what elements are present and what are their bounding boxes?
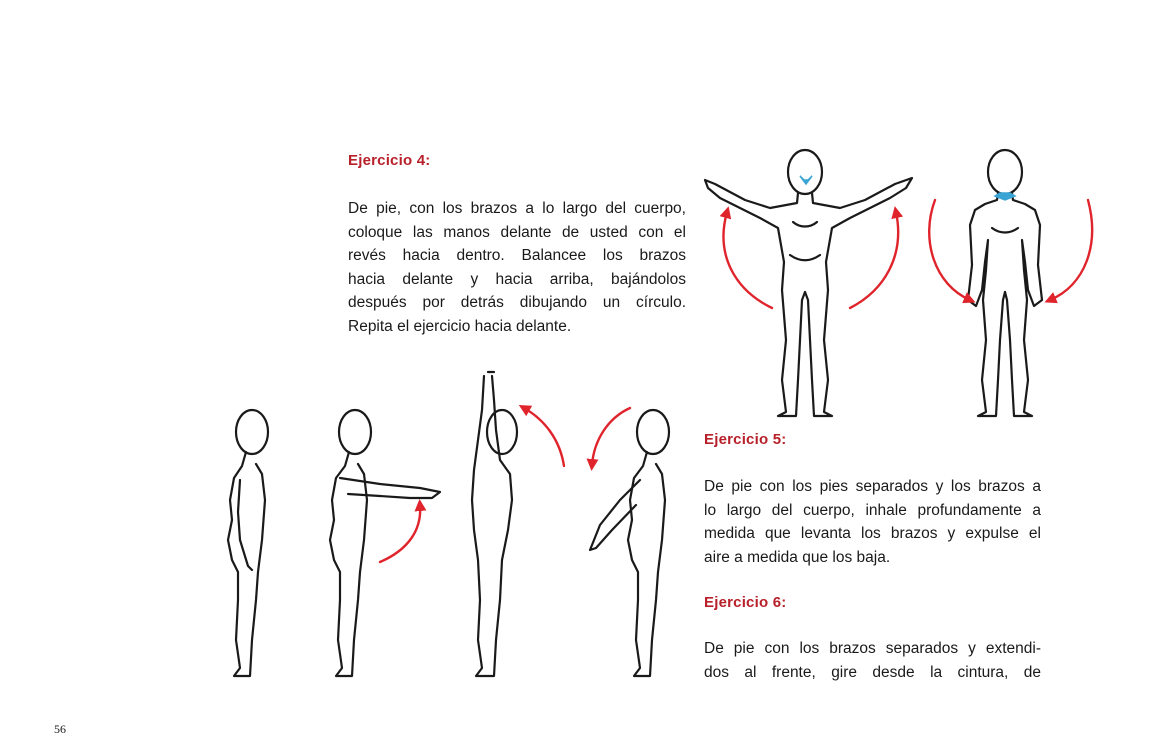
exercise-4-heading: Ejercicio 4: (348, 152, 431, 169)
page-number: 56 (54, 722, 66, 736)
text-line: después por detrás dibujando un círculo. (348, 294, 686, 312)
arrow-down-right-icon (1050, 200, 1092, 300)
arrow-up-right-icon (850, 212, 898, 308)
text-line: De pie con los brazos separados y extendi- (704, 640, 1041, 657)
text-line: medida que levanta los brazos y expulse el (704, 525, 1041, 543)
text-line: De pie con los pies separados y los brazos a (704, 478, 1041, 495)
figure-side-arms-up (472, 372, 517, 676)
exercise-5-description (704, 475, 1041, 569)
neck-highlight-icon (800, 176, 812, 184)
arrow-curve-up-icon (380, 505, 420, 562)
figure-arms-down-front (968, 150, 1042, 416)
text-line: lo largo del cuerpo, inhale profundamente a (704, 501, 1041, 519)
figure-side-arms-forward (330, 410, 440, 676)
arrow-down-left-icon (929, 200, 970, 300)
exercise-6-heading: Ejercicio 6: (704, 594, 787, 611)
exercise-4-description (348, 197, 686, 339)
text-line: De pie, con los brazos a lo largo del cuerpo, (348, 200, 686, 217)
text-line: aire a medida que los baja. (704, 548, 891, 566)
exercise-6-description (704, 637, 1041, 684)
arrow-curve-up-back-icon (524, 408, 564, 466)
text-line: Repita el ejercicio hacia delante. (348, 317, 572, 335)
text-line: coloque las manos delante de usted con el (348, 223, 686, 241)
figure-side-standing (228, 410, 268, 676)
text-line: hacia delante y hacia arriba, bajándolos (348, 270, 686, 288)
text-line: dos al frente, gire desde la cintura, de (704, 663, 1041, 681)
figure-side-arms-back (590, 410, 669, 676)
arrow-up-left-icon (724, 212, 772, 308)
text-line: revés hacia dentro. Balancee los brazos (348, 247, 686, 265)
exercise-5-heading: Ejercicio 5: (704, 431, 787, 448)
arrow-curve-down-icon (592, 408, 630, 465)
